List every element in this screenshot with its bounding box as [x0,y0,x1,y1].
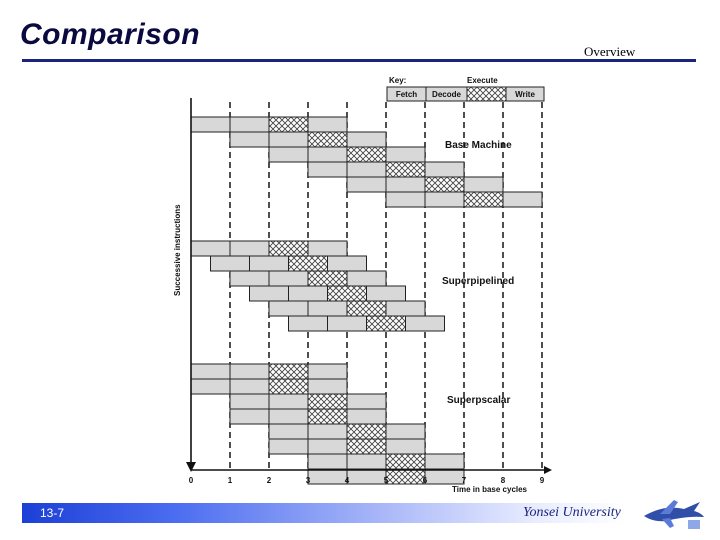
fetch-stage-box [211,256,250,271]
fetch-stage-box [250,286,289,301]
fetch-stage-box [269,424,308,439]
execute-stage-box [347,301,386,316]
write-stage-box [425,162,464,177]
decode-stage-box [230,117,269,132]
fetch-stage-box [269,147,308,162]
time-tick-label: 5 [383,476,389,485]
decode-stage-box [250,256,289,271]
execute-stage-box [269,241,308,256]
write-stage-box [464,177,503,192]
fetch-stage-box [191,117,230,132]
fetch-stage-box [347,177,386,192]
time-tick-label: 6 [422,476,428,485]
decode-stage-box [347,454,386,469]
fetch-stage-box [308,454,347,469]
execute-stage-box [383,469,425,485]
key-stage-label: Write [515,90,535,99]
write-stage-box [367,286,406,301]
execute-stage-box [269,364,308,379]
decode-stage-box [269,132,308,147]
decode-stage-box [269,271,308,286]
execute-stage-box [347,439,386,454]
fetch-stage-box [191,364,230,379]
fetch-stage-box [230,409,269,424]
execute-stage-box [367,316,406,331]
execute-stage-box [464,192,503,207]
key-stage-label: Fetch [395,90,418,99]
decode-stage-box [269,394,308,409]
execute-stage-box [386,162,425,177]
execute-stage-box [289,256,328,271]
execute-stage-box [308,409,347,424]
decode-stage-box [230,241,269,256]
decode-stage-box [425,192,464,207]
decode-stage-box [347,162,386,177]
write-stage-box [386,439,425,454]
section-label: Base Machine [445,140,512,151]
key-execute-stage-box [467,87,506,101]
decode-stage-box [328,316,367,331]
write-stage-box [347,271,386,286]
fetch-stage-box [269,439,308,454]
write-stage-box [422,469,464,485]
decode-stage-box [308,439,347,454]
fetch-stage-box [191,379,230,394]
execute-stage-box [347,147,386,162]
key-stage-label: Decode [432,90,461,99]
write-stage-box [308,379,347,394]
decode-stage-box [308,301,347,316]
fetch-stage-box [289,316,328,331]
time-tick-label: 7 [461,476,467,485]
fetch-stage-box [230,394,269,409]
decode-stage-box [344,469,386,485]
time-tick-label: 9 [539,476,545,485]
write-stage-box [308,241,347,256]
decode-stage-box [289,286,328,301]
time-tick-label: 8 [500,476,506,485]
write-stage-box [328,256,367,271]
decode-stage-box [308,147,347,162]
fetch-stage-box [269,301,308,316]
university-logo-icon [640,494,708,532]
page-number: 13-7 [40,506,65,520]
decode-stage-box [308,424,347,439]
x-axis-label: Time in base cycles [452,485,528,494]
write-stage-box [386,424,425,439]
write-stage-box [347,409,386,424]
fetch-stage-box [230,271,269,286]
execute-stage-box [386,454,425,469]
section-label: Superpipelined [442,276,515,287]
write-stage-box [386,301,425,316]
execute-stage-box [308,271,347,286]
execute-stage-box [308,132,347,147]
write-stage-box [347,394,386,409]
decode-stage-box [230,379,269,394]
write-stage-box [386,147,425,162]
time-tick-label: 3 [305,476,311,485]
key-title: Key: [389,76,407,85]
fetch-stage-box [305,469,347,485]
time-tick-label: 1 [227,476,233,485]
execute-stage-box [308,394,347,409]
time-tick-label: 4 [344,476,350,485]
slide-title: Comparison [20,18,201,51]
execute-stage-box [328,286,367,301]
university-name: Yonsei University [523,505,621,520]
write-stage-box [425,454,464,469]
slide-topic: Overview [584,44,636,59]
write-stage-box [308,117,347,132]
write-stage-box [503,192,542,207]
write-stage-box [308,364,347,379]
x-axis-arrow-icon [544,466,552,474]
execute-stage-box [269,379,308,394]
write-stage-box [406,316,445,331]
decode-stage-box [269,409,308,424]
key-execute-label: Execute [467,76,498,85]
y-axis-label: Successive instructions [173,204,182,296]
fetch-stage-box [386,192,425,207]
execute-stage-box [269,117,308,132]
fetch-stage-box [308,162,347,177]
decode-stage-box [230,364,269,379]
section-label: Superpscalar [447,395,511,406]
decode-stage-box [386,177,425,192]
fetch-stage-box [191,241,230,256]
execute-stage-box [347,424,386,439]
write-stage-box [347,132,386,147]
time-tick-label: 0 [188,476,194,485]
time-tick-label: 2 [266,476,272,485]
execute-stage-box [425,177,464,192]
fetch-stage-box [230,132,269,147]
